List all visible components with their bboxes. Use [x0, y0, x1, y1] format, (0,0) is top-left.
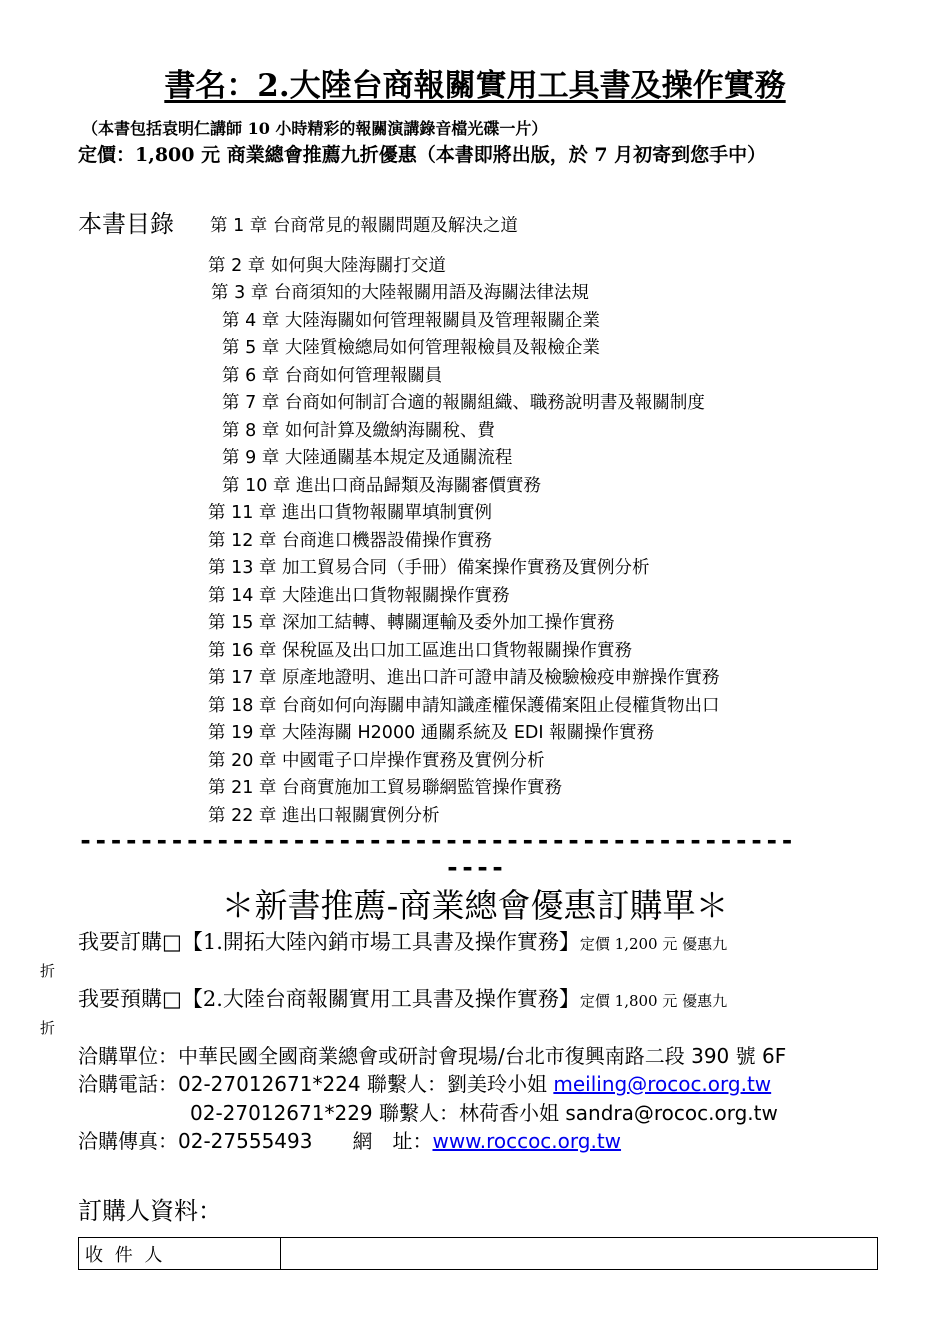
email-link[interactable]: meiling@rococ.org.tw: [553, 1072, 772, 1096]
chapter-item: 第 6 章 台商如何管理報關員: [222, 366, 443, 386]
contact-phone-1: [78, 1070, 771, 1098]
chapter-item: 第 16 章 保稅區及出口加工區進出口貨物報關操作實務: [208, 641, 632, 661]
preorder-item: [78, 984, 727, 1016]
chapter-item: 第 18 章 台商如何向海關申請知識產權保護備案阻止侵權貨物出口: [208, 696, 720, 716]
table-row: [79, 1238, 878, 1270]
website-link[interactable]: www.roccoc.org.tw: [432, 1129, 622, 1153]
chapter-item: 第 11 章 進出口貨物報關單填制實例: [208, 503, 492, 523]
chapter-item: 第 12 章 台商進口機器設備操作實務: [208, 531, 492, 551]
price-info: 定價：1,800 元 商業總會推薦九折優惠（本書即將出版，於 7 月初寄到您手中）: [78, 144, 767, 166]
chapter-item: 第 9 章 大陸通關基本規定及通關流程: [222, 448, 513, 468]
chapter-item: 第 14 章 大陸進出口貨物報關操作實務: [208, 586, 510, 606]
chapter-item: 第 4 章 大陸海關如何管理報關員及管理報關企業: [222, 311, 600, 331]
contact-fax: [78, 1127, 621, 1155]
chapter-item: 第 20 章 中國電子口岸操作實務及實例分析: [208, 751, 545, 771]
chapter-item: 第 1 章 台商常見的報關問題及解決之道: [210, 216, 518, 236]
preorder-checkbox-label[interactable]: 我要預購□: [78, 987, 182, 1011]
chapter-item: 第 7 章 台商如何制訂合適的報關組織、職務說明書及報關制度: [222, 393, 705, 413]
contact-unit: 洽購單位：中華民國全國商業總會或研討會現場/台北市復興南路二段 390 號 6F: [78, 1044, 787, 1068]
chapter-item: 第 21 章 台商實施加工貿易聯網監管操作實務: [208, 778, 562, 798]
chapter-item: 第 15 章 深加工結轉、轉關運輸及委外加工操作實務: [208, 613, 615, 633]
buyer-info-label: 訂購人資料：: [78, 1197, 222, 1225]
chapter-item: 第 8 章 如何計算及繳納海關稅、費: [222, 421, 495, 441]
preorder-book-name: 【2.大陸台商報關實用工具書及操作實務】: [181, 987, 580, 1011]
chapter-item: 第 19 章 大陸海關 H2000 通關系統及 EDI 報關操作實務: [208, 723, 655, 743]
recipient-field[interactable]: [281, 1238, 878, 1270]
order-checkbox-label[interactable]: 我要訂購□: [78, 930, 182, 954]
chapter-item: 第 5 章 大陸質檢總局如何管理報檢員及報檢企業: [222, 338, 600, 358]
order-price-wrap: 折: [40, 962, 56, 980]
order-form-title: ＊新書推薦-商業總會優惠訂購單＊: [221, 886, 729, 925]
preorder-price: 定價 1,800 元 優惠九: [579, 992, 728, 1010]
dashed-divider: -----------------------------------------------: [78, 826, 795, 855]
chapter-item: 第 13 章 加工貿易合同（手冊）備案操作實務及實例分析: [208, 558, 650, 578]
order-book-name: 【1.開拓大陸內銷市場工具書及操作實務】: [181, 930, 580, 954]
chapter-item: 第 2 章 如何與大陸海關打交道: [208, 256, 446, 276]
contact-phone-1-text: 洽購電話：02-27012671*224 聯繫人：劉美玲小姐: [78, 1072, 554, 1096]
recipient-label: 收 件 人: [79, 1238, 281, 1270]
chapter-item: 第 22 章 進出口報關實例分析: [208, 806, 440, 826]
contact-phone-2: 02-27012671*229 聯繫人：林荷香小姐 sandra@rococ.org.tw: [190, 1101, 778, 1125]
book-title: 書名：2.大陸台商報關實用工具書及操作實務: [164, 68, 786, 104]
buyer-info-table: [78, 1237, 878, 1270]
contact-fax-text: 洽購傳真：02-27555493 網 址：: [78, 1129, 433, 1153]
chapter-item: 第 3 章 台商須知的大陸報關用語及海關法律法規: [211, 283, 589, 303]
dashed-divider-tail: ----: [444, 853, 506, 882]
chapter-item: 第 10 章 進出口商品歸類及海關審價實務: [222, 476, 541, 496]
preorder-price-wrap: 折: [40, 1019, 56, 1037]
chapter-item: 第 17 章 原產地證明、進出口許可證申請及檢驗檢疫申辦操作實務: [208, 668, 720, 688]
order-price: 定價 1,200 元 優惠九: [579, 935, 728, 953]
book-note: （本書包括袁明仁講師 10 小時精彩的報關演講錄音檔光碟一片）: [82, 119, 548, 138]
order-item: [78, 927, 727, 959]
toc-label: 本書目錄: [78, 210, 174, 238]
